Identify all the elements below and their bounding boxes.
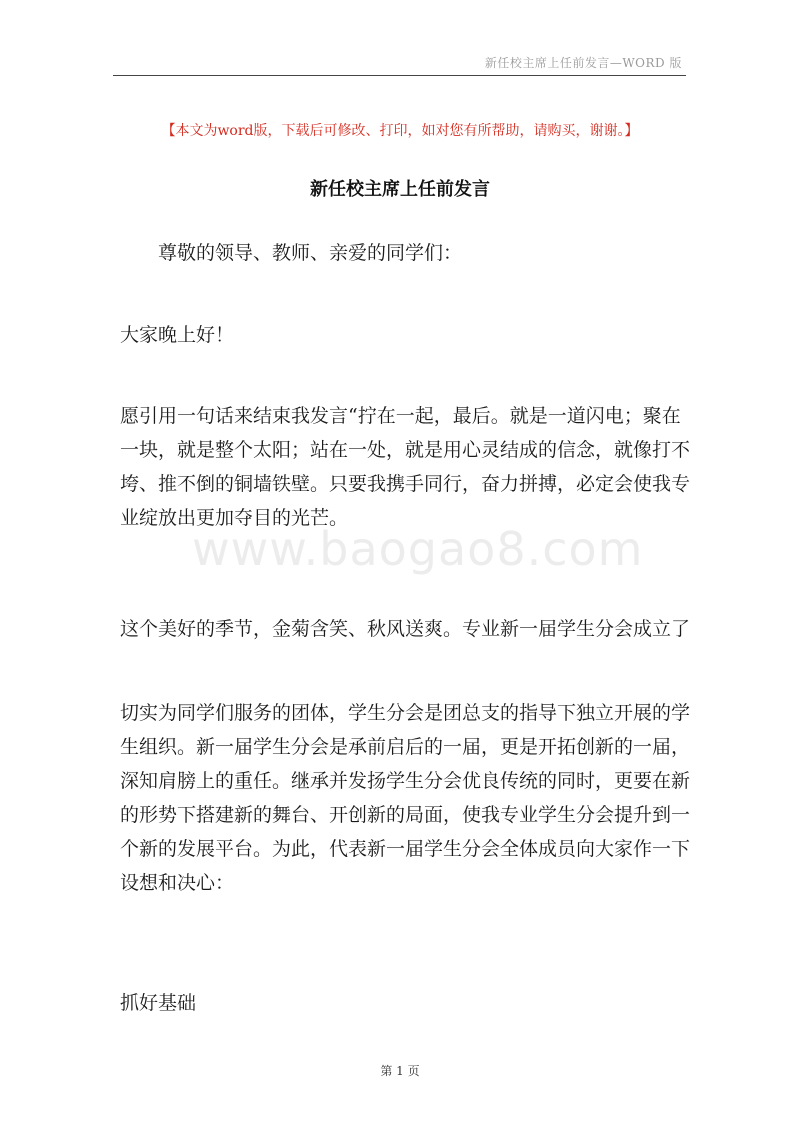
document-title: 新任校主席上任前发言	[310, 179, 490, 200]
watermark: www.baogao8.com	[192, 522, 644, 576]
body-paragraph: 切实为同学们服务的团体，学生分会是团总支的指导下独立开展的学生组织。新一届学生分会是承前启后的一届，更是开拓创新的一届，深知肩膀上的重任。继承并发扬学生分会优良传统的同时，更要在新的形势下搭建新的舞台、开创新的局面，使我专业学生分会提升到一个新的发展平台。为此，代表新一届学生分会全体成员向大家作一下设想和决心：	[120, 702, 691, 894]
download-notice: 【本文为word版，下载后可修改、打印，如对您有所帮助，请购买，谢谢。】	[161, 123, 639, 139]
salutation-paragraph: 尊敬的领导、教师、亲爱的同学们：	[158, 242, 463, 264]
running-header: 新任校主席上任前发言—WORD 版	[484, 56, 682, 70]
greeting-paragraph: 大家晚上好！	[120, 324, 235, 346]
quote-paragraph: 愿引用一句话来结束我发言“拧在一起，最后。就是一道闪电；聚在一块，就是整个太阳；站在一处，就是用心灵结成的信念，就像打不垮、推不倒的铜墙铁壁。只要我携手同行，奋力拼搏，必定会使我专业绽放出更加夺目的光芒。	[120, 405, 691, 529]
season-paragraph: 这个美好的季节，金菊含笑、秋风送爽。专业新一届学生分会成立了	[120, 618, 691, 640]
header-divider	[113, 75, 686, 76]
page-number: 第 1 页	[380, 1064, 420, 1078]
section-heading: 抓好基础	[120, 992, 197, 1014]
